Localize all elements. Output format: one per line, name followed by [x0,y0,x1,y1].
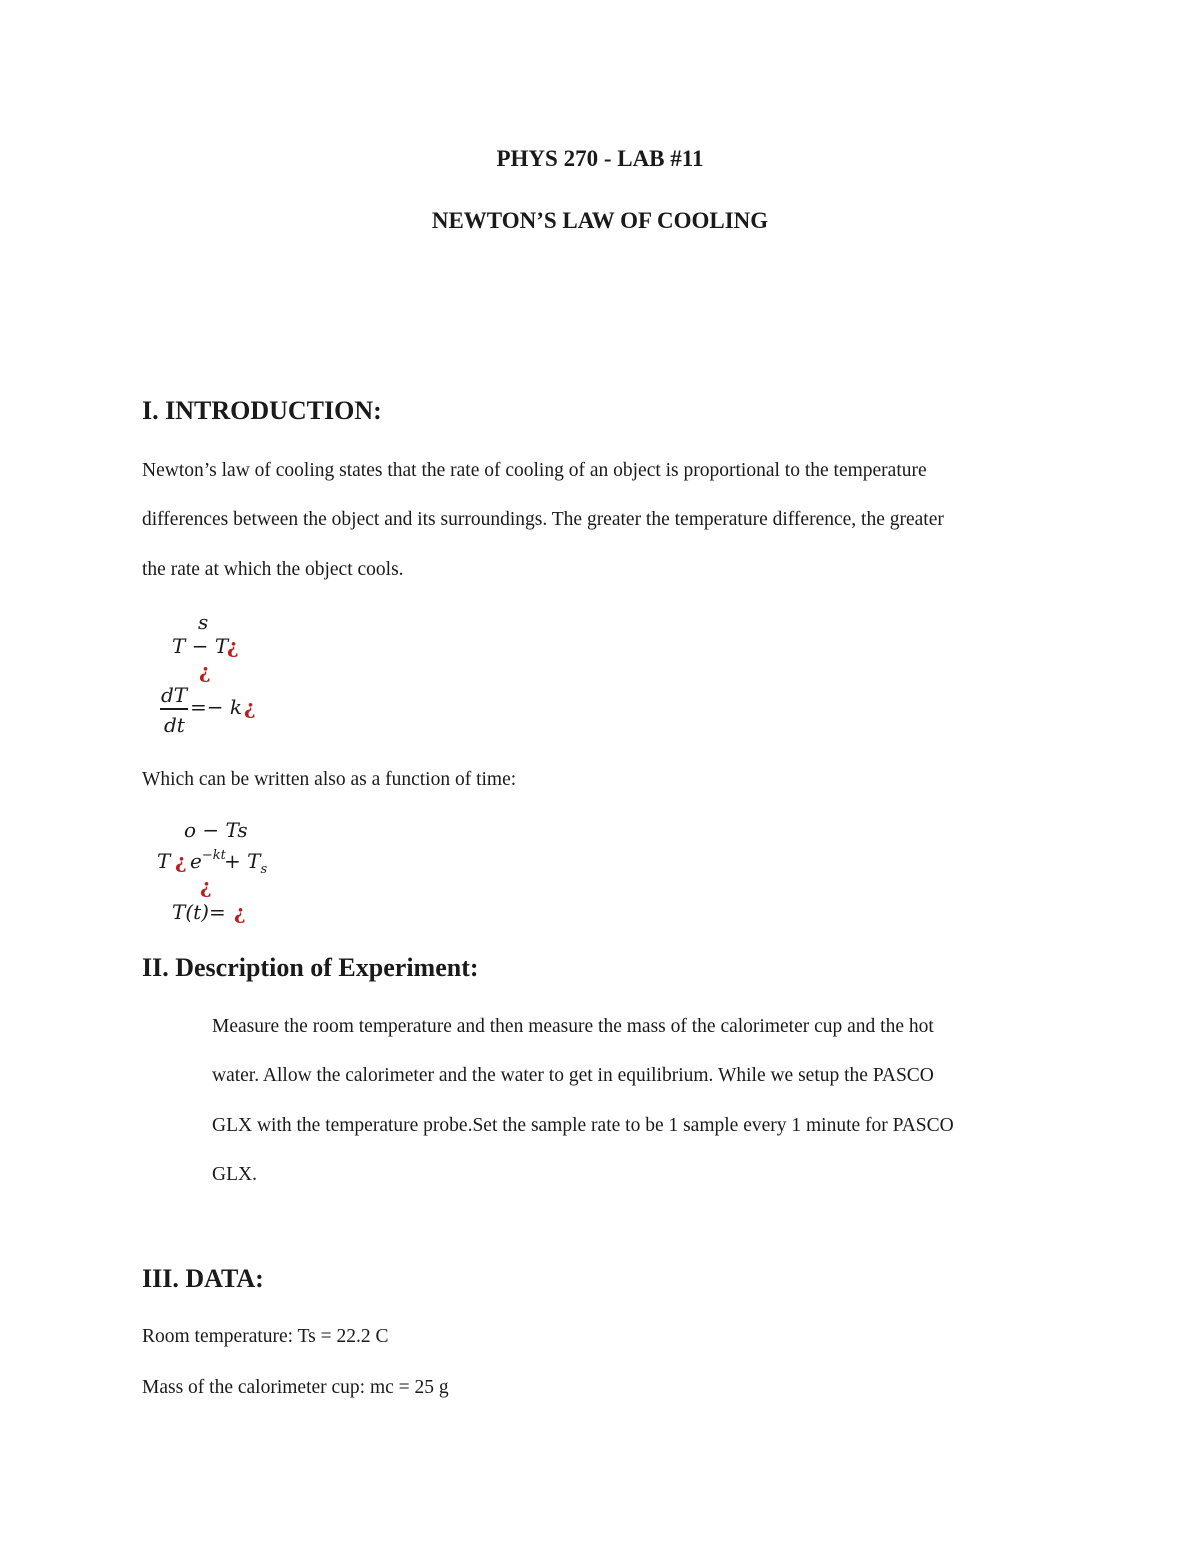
room-temperature-line: Room temperature: Ts = 22.2 C [142,1326,389,1347]
intro-paragraph-line: the rate at which the object cools. [142,559,404,580]
data-heading: III. DATA: [142,1264,264,1293]
eq1-fraction-bar [160,708,188,710]
eq2-plus-Ts [224,849,268,877]
eq2-exponential [190,849,226,873]
eq2-subscript-s: s [260,862,268,877]
description-line: GLX. [212,1164,257,1185]
eq1-subscript-s: s [198,610,209,634]
eq1-render-error-glyph: ¿ [244,695,256,719]
eq2-render-error-glyph: ¿ [175,849,187,873]
eq1-render-error-glyph: ¿ [227,634,239,658]
description-line: Measure the room temperature and then measure the mass of the calorimeter cup and the hot [212,1016,934,1037]
intro-paragraph-line: differences between the object and its surroundings. The greater the temperature difference, the greater [142,509,944,530]
description-line: water. Allow the calorimeter and the water to get in equilibrium. While we setup the PASCO [212,1065,934,1086]
introduction-heading: I. INTRODUCTION: [142,396,382,425]
eq2-e: e [190,849,202,873]
eq2-plus-T: + T [224,849,261,873]
eq2-T-of-t: T(t)= [172,900,226,924]
eq2-render-error-glyph: ¿ [234,900,246,924]
eq2-exponent: −kt [201,848,226,863]
eq1-denominator-dt: dt [164,713,185,737]
description-heading: II. Description of Experiment: [142,953,479,982]
eq2-top-term: o − Ts [184,818,248,842]
eq2-T: T [157,849,171,873]
eq1-equals-minus-k: =− k [190,695,242,719]
eq2-render-error-glyph: ¿ [200,874,212,898]
page-subtitle: NEWTON’S LAW OF COOLING [431,208,769,233]
page-title: PHYS 270 - LAB #11 [496,146,704,171]
function-of-time-line: Which can be written also as a function of time: [142,769,517,790]
intro-paragraph-line: Newton’s law of cooling states that the rate of cooling of an object is proportional to the temperature [142,460,927,481]
cup-mass-line: Mass of the calorimeter cup: mc = 25 g [142,1377,449,1398]
eq1-temperature-difference: T − T [172,634,229,658]
description-line: GLX with the temperature probe.Set the sample rate to be 1 sample every 1 minute for PASCO [212,1115,954,1136]
eq1-numerator-dT: dT [161,683,188,707]
eq1-render-error-glyph: ¿ [199,659,211,683]
